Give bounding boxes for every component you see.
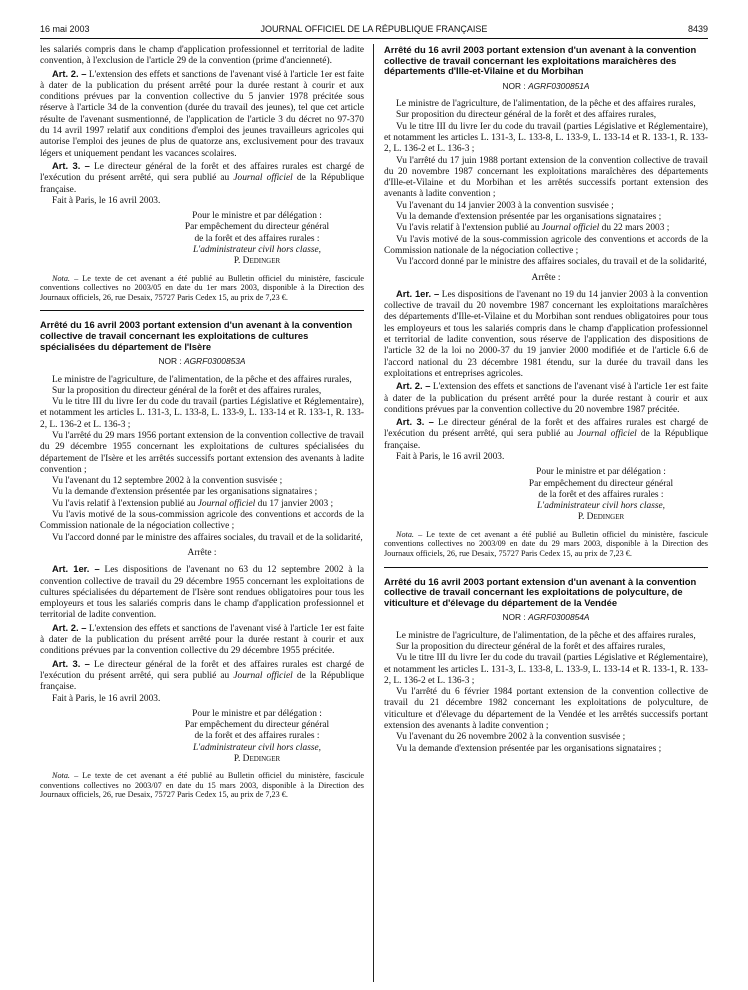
nor-code: AGRF0300851A: [528, 80, 590, 91]
arrete-heading: Arrête :: [187, 547, 217, 558]
visa-demande: Vu la demande d'extension présentée par les organisations signataires ;: [396, 212, 662, 223]
signature-line: Par empêchement du directeur général: [184, 720, 330, 731]
visa-arrete: Vu l'arrêté du 6 février 1984 portant extension de la convention collective de travail du 21 décembre 1982 concernant les exploitations de polyculture, de viticulture et d'élevage du département de la Vendée et les arrêtés successifs portant extension des avenants à ladite convention ;: [384, 687, 708, 731]
preamble-minister: Le ministre de l'agriculture, de l'alimentation, de la pêche et des affaires rurales,: [396, 99, 696, 110]
signature-line: Pour le ministre et par délégation :: [192, 211, 322, 222]
article-text-end: de la République française.: [384, 429, 708, 451]
article-text: L'extension des effets et sanctions de l'avenant visé à l'article 1er est faite à dater de la publication du présent arrêté pour la durée restant à courir et aux conditions prévues par la convention collective du 29 décembre 1955 précitée.: [40, 623, 364, 657]
left-column: [40, 45, 364, 800]
article-2: [40, 622, 364, 658]
preamble-proposal: Sur proposition du directeur général de la forêt et des affaires rurales,: [396, 110, 657, 121]
page-header: [40, 24, 708, 38]
preamble-minister: Le ministre de l'agriculture, de l'alimentation, de la pêche et des affaires rurales,: [52, 374, 352, 385]
visa-demande: Vu la demande d'extension présentée par les organisations signataires ;: [396, 743, 662, 754]
column-divider: [373, 44, 374, 982]
visa-avis-text: Vu l'avis relatif à l'extension publié au: [396, 223, 542, 234]
nota-label: Nota. –: [52, 273, 79, 283]
article-label: Art. 3. –: [52, 657, 90, 669]
visa-avis-motive: Vu l'avis motivé de la sous-commission agricole des conventions et accords de la Commission nationale de la négociation collective ;: [40, 510, 364, 532]
article-text: Les dispositions de l'avenant no 63 du 12 septembre 2002 à la convention collective de travail du 29 décembre 1955 concernant les exploitations de cultures spécialisées du département de l'Isère sont rendues obligatoires pour tous les employeurs et tous les salariés compris dans le champ d'application professionnel et territorial de ladite convention.: [40, 565, 364, 621]
article-label: Art. 2. –: [396, 380, 431, 392]
article-label: Art. 3. –: [52, 159, 90, 171]
signature-line: Par empêchement du directeur général: [184, 222, 330, 233]
nor-label: NOR :: [502, 612, 526, 623]
signature-title: L'administrateur civil hors classe,: [192, 742, 322, 753]
header-page-number: 8439: [687, 24, 708, 34]
visa-code: Vu le titre III du livre Ier du code du travail (parties Législative et Réglementaire), et notamment les articles L. 131-3, L. 133-8, L. 133-9, L. 133-14 et R. 133-1, R. 133-2, L. 136-2 et L. 136-3 ;: [40, 397, 364, 430]
article-text-end: de la République française.: [40, 670, 364, 693]
journal-officiel: Journal officiel: [233, 173, 293, 184]
article-text-end: de la République française.: [40, 173, 364, 195]
visa-code: Vu le titre III du livre Ier du code du travail (parties Législative et Réglementaire), et notamment les articles L. 131-3, L. 133-8, L. 133-9, L. 133-14 et R. 133-1, R. 133-2, L. 136-2 et L. 136-3 ;: [384, 653, 708, 686]
nota: [384, 530, 708, 559]
nor-reference: [384, 612, 708, 623]
signature-line: Par empêchement du directeur général: [528, 478, 674, 489]
article-1: [40, 563, 364, 621]
article-label: Art. 2. –: [52, 621, 87, 633]
fait-a-paris: Fait à Paris, le 16 avril 2003.: [52, 693, 161, 704]
article-label: Art. 3. –: [396, 416, 434, 428]
journal-officiel: Journal officiel: [577, 429, 637, 440]
article-3: [40, 160, 364, 196]
article-2: [40, 68, 364, 160]
article-2: [384, 380, 708, 416]
decree-title: Arrêté du 16 avril 2003 portant extension d'un avenant à la convention collective de travail concernant les exploitations de cultures spécialisées du département de l'Isère: [40, 319, 353, 352]
section-separator: [384, 567, 708, 568]
nota-text: Le texte de cet avenant a été publié au Bulletin officiel du ministère, fascicule conventions collectives no 2003/07 en date du 15 mars 2003, disponible à la Direction des Journaux officiels, 26, rue Desaix, 75727 Paris Cedex 15, au prix de 7,23 €.: [40, 771, 364, 800]
article-label: Art. 1er. –: [52, 563, 100, 575]
article-label: Art. 2. –: [52, 67, 87, 79]
continued-paragraph: les salariés compris dans le champ d'application professionnel et territorial de ladite convention, à l'exclusion de l'article 29 de la convention (prime d'ancienneté).: [40, 45, 364, 67]
signature-block: [150, 211, 364, 267]
signature-line: Pour le ministre et par délégation :: [192, 708, 322, 719]
signature-line: de la forêt et des affaires rurales :: [538, 489, 664, 500]
visa-code: Vu le titre III du livre Ier du code du travail (parties Législative et Réglementaire), et notamment les articles L. 131-3, L. 133-8, L. 133-9, L. 133-14 et R. 133-1, R. 133-2, L. 136-2 et L. 136-3 ;: [384, 121, 708, 155]
visa-arrete: Vu l'arrêté du 17 juin 1988 portant extension de la convention collective de travail du 20 novembre 1987 concernant les exploitations maraîchères des départements d'Ille-et-Vilaine et du Morbihan et les arrêtés successifs portant extension des avenants à ladite convention ;: [384, 155, 708, 200]
nota-text: Le texte de cet avenant a été publié au Bulletin officiel du ministère, fascicule conventions collectives no 2003/05 en date du 1er mars 2003, disponible à la Direction des Journaux officiels, 26, rue Desaix, 75727 Paris Cedex 15, au prix de 7,23 €.: [40, 273, 364, 302]
article-text: Le directeur général de la forêt et des affaires rurales est chargé de l'exécution du présent arrêté, qui sera publié au: [40, 659, 364, 681]
preamble-proposal: Sur la proposition du directeur général de la forêt et des affaires rurales,: [52, 385, 322, 396]
nor-reference: [384, 81, 708, 92]
preamble-proposal: Sur la proposition du directeur général de la forêt et des affaires rurales,: [396, 641, 666, 652]
article-3: [384, 416, 708, 452]
nor-label: NOR :: [502, 80, 526, 91]
signature-name: P. Dedinger: [233, 256, 281, 267]
visa-avis-date: du 17 janvier 2003 ;: [255, 498, 334, 509]
visa-accord: Vu l'accord donné par le ministre des affaires sociales, du travail et de la solidarité,: [52, 532, 363, 543]
visa-demande: Vu la demande d'extension présentée par les organisations signataires ;: [52, 487, 318, 498]
decree-title: Arrêté du 16 avril 2003 portant extension d'un avenant à la convention collective de travail concernant les exploitations de polyculture, de viticulture et d'élevage du département de la Vendée: [384, 575, 697, 608]
article-text: Les dispositions de l'avenant no 19 du 14 janvier 2003 à la convention collective de travail du 20 novembre 1987 concernant les exploitations maraîchères des départements d'Ille-et-Vilaine et du Morbihan sont rendues obligatoires pour tous les employeurs et tous les salariés compris dans le champ d'application professionnel et territorial de ladite convention, sous réserve de l'application des dispositions de l'article 32 de la loi no 2000-37 du 19 janvier 2000 modifiée et de l'article 6.6 de l'accord national du 23 décembre 1981 étendu, sur la durée du travail dans les exploitations et entreprises agricoles.: [384, 289, 708, 379]
article-text: L'extension des effets et sanctions de l'avenant visé à l'article 1er est faite à dater de la publication du présent arrêté pour la durée restant à courir et aux conditions prévues par la convention collective du 5 janvier 1978 précitée sous réserve à l'article 34 de la convention (durée du travail des jeunes), tel que cet article résulte de l'avenant susmentionné, de l'application de l'article 3 du décret no 97-370 du 14 avril 1997 relatif aux conditions d'emploi des jeunes travailleurs agricoles qui autorise l'emploi des jeunes de plus de quatorze ans, exclusivement pour des travaux légers et uniquement pendant les vacances scolaires.: [40, 69, 364, 159]
fait-a-paris: Fait à Paris, le 16 avril 2003.: [396, 451, 505, 462]
visa-arrete: Vu l'arrêté du 29 mars 1956 portant extension de la convention collective de travail du 29 décembre 1955 concernant les exploitations de cultures spécialisées du département de l'Isère et les arrêtés successifs portant extension des avenants à ladite convention ;: [40, 430, 364, 475]
article-text: Le directeur général de la forêt et des affaires rurales est chargé de l'exécution du présent arrêté, qui sera publié au: [384, 418, 708, 440]
nota-label: Nota. –: [52, 771, 79, 781]
visa-avis: [384, 223, 708, 234]
header-title: JOURNAL OFFICIEL DE LA RÉPUBLIQUE FRANÇAISE: [260, 24, 488, 34]
signature-name: P. Dedinger: [233, 754, 281, 764]
nota: [40, 274, 364, 303]
visa-avenant: Vu l'avenant du 12 septembre 2002 à la convention susvisée ;: [52, 476, 283, 487]
header-date: 16 mai 2003: [40, 24, 90, 34]
visa-accord: Vu l'accord donné par le ministre des affaires sociales, du travail et de la solidarité,: [396, 257, 707, 268]
nor-reference: [40, 356, 364, 367]
nor-label: NOR :: [158, 356, 182, 367]
signature-block: [494, 467, 708, 523]
nota-label: Nota. –: [396, 529, 423, 539]
signature-line: de la forêt et des affaires rurales :: [194, 233, 320, 244]
article-text: L'extension des effets et sanctions de l'avenant visé à l'article 1er est faite à dater de la publication du présent arrêté pour la durée restant à courir et aux conditions prévues par la convention collective du 20 novembre 1987 précitée.: [384, 382, 708, 415]
nota-text: Le texte de cet avenant a été publié au Bulletin officiel du ministère, fascicule conventions collectives no 2003/09 en date du 29 mars 2003, disponible à la Direction des Journaux officiels, 26, rue Desaix, 75727 Paris Cedex 15, au prix de 7,23 €.: [384, 529, 708, 558]
article-3: [40, 658, 364, 694]
preamble-minister: Le ministre de l'agriculture, de l'alimentation, de la pêche et des affaires rurales,: [396, 630, 696, 641]
visa-avis: [40, 499, 364, 510]
nor-code: AGRF0300853A: [184, 356, 246, 367]
visa-avenant: Vu l'avenant du 26 novembre 2002 à la convention susvisée ;: [396, 732, 626, 743]
journal-officiel: Journal officiel: [541, 223, 600, 234]
signature-line: Pour le ministre et par délégation :: [536, 467, 666, 478]
article-1: [384, 288, 708, 380]
signature-block: [150, 709, 364, 765]
visa-avis-motive: Vu l'avis motivé de la sous-commission agricole des conventions et accords de la Commission nationale de la négociation collective ;: [384, 234, 708, 256]
signature-title: L'administrateur civil hors classe,: [536, 501, 666, 512]
visa-avenant: Vu l'avenant du 14 janvier 2003 à la convention susvisée ;: [396, 200, 614, 211]
section-separator: [40, 310, 364, 311]
nor-code: AGRF0300854A: [528, 612, 590, 623]
visa-avis-date: du 22 mars 2003 ;: [599, 223, 670, 234]
arrete-heading: Arrête :: [531, 272, 561, 283]
header-rule: [40, 38, 708, 39]
signature-title: L'administrateur civil hors classe,: [192, 245, 322, 256]
signature-line: de la forêt et des affaires rurales :: [194, 731, 320, 742]
nota: [40, 771, 364, 800]
right-column: [384, 45, 708, 755]
article-text: Le directeur général de la forêt et des affaires rurales est chargé de l'exécution du présent arrêté, qui sera publié au: [40, 161, 364, 184]
decree-title: Arrêté du 16 avril 2003 portant extension d'un avenant à la convention collective de travail concernant les exploitations maraîchères des départements d'Ille-et-Vilaine et du Morbihan: [384, 44, 697, 77]
journal-officiel: Journal officiel: [233, 670, 293, 681]
signature-name: P. Dedinger: [577, 512, 625, 523]
visa-avis-text: Vu l'avis relatif à l'extension publié au: [52, 498, 198, 509]
journal-officiel: Journal officiel: [197, 498, 256, 509]
fait-a-paris: Fait à Paris, le 16 avril 2003.: [52, 195, 161, 206]
article-label: Art. 1er. –: [396, 287, 440, 299]
